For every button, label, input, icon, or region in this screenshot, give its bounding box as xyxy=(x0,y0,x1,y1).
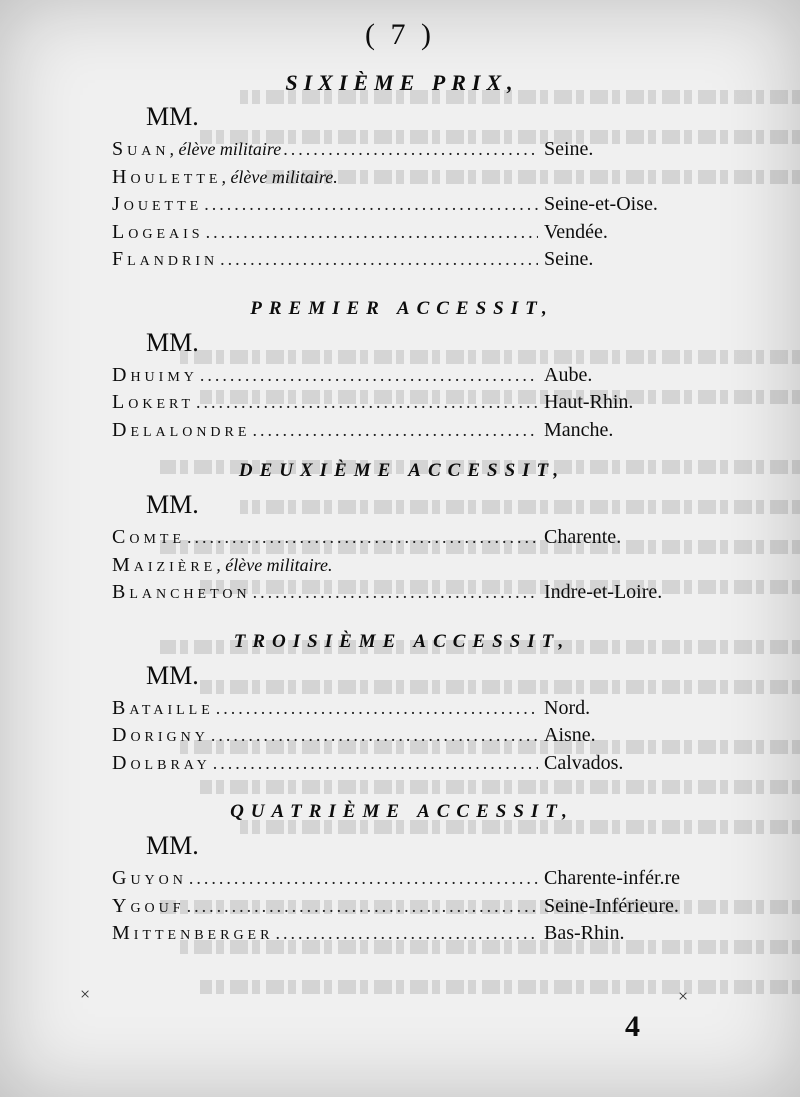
dot-leader xyxy=(252,417,538,445)
list-item xyxy=(112,136,712,164)
student-name: Delalondre xyxy=(112,418,251,441)
student-name: Dorigny xyxy=(112,724,209,746)
section-heading: TROISIÈME ACCESSIT, xyxy=(233,630,571,652)
student-note: , élève militaire. xyxy=(216,554,333,575)
dot-leader xyxy=(200,362,538,390)
student-name: Ygouf xyxy=(112,894,185,917)
margin-cross-mark: × xyxy=(80,984,91,1004)
department: Charente-infér.re xyxy=(544,867,681,889)
student-name: Lokert xyxy=(112,391,195,413)
student-name: Dhuimy xyxy=(112,363,198,386)
prize-list xyxy=(112,68,712,948)
student-name: Logeais xyxy=(112,220,204,243)
student-name: Blancheton xyxy=(112,581,251,603)
list-item xyxy=(112,865,712,893)
mm-label: MM. xyxy=(146,490,199,519)
student-name: Mittenberger xyxy=(112,922,274,944)
dot-leader xyxy=(275,920,538,948)
dot-leader xyxy=(253,579,538,607)
list-item xyxy=(112,893,712,921)
list-item xyxy=(112,920,712,948)
list-item xyxy=(112,722,712,750)
department: Nord. xyxy=(544,696,591,719)
department: Seine-Inférieure. xyxy=(544,894,679,917)
department: Aisne. xyxy=(544,724,596,746)
list-item xyxy=(112,524,712,552)
corner-number: 4 xyxy=(625,1010,640,1043)
student-note: , élève militaire. xyxy=(221,166,338,187)
list-item xyxy=(112,552,712,580)
department: Manche. xyxy=(544,418,614,441)
department: Charente. xyxy=(544,526,622,548)
list-item xyxy=(112,191,712,219)
student-name: Bataille xyxy=(112,696,214,719)
list-item xyxy=(112,695,712,723)
dot-leader xyxy=(187,524,538,552)
department: Bas-Rhin. xyxy=(544,922,625,944)
margin-cross-mark: × xyxy=(678,986,689,1006)
student-name: Dolbray xyxy=(112,751,211,774)
section-heading: SIXIÈME PRIX, xyxy=(285,70,519,95)
department: Seine. xyxy=(544,248,594,270)
dot-leader xyxy=(213,750,538,778)
dot-leader xyxy=(204,191,538,219)
list-item xyxy=(112,164,712,192)
department: Haut-Rhin. xyxy=(544,391,634,413)
student-name: Suan xyxy=(112,138,170,160)
student-name: Jouette xyxy=(112,193,203,215)
dot-leader xyxy=(220,246,538,274)
list-item xyxy=(112,246,712,274)
student-name: Comte xyxy=(112,526,186,548)
list-item xyxy=(112,362,712,390)
dot-leader xyxy=(187,893,538,921)
list-item xyxy=(112,389,712,417)
mm-label: MM. xyxy=(146,327,199,357)
list-item xyxy=(112,417,712,445)
department: Seine-et-Oise. xyxy=(544,193,658,215)
dot-leader xyxy=(196,389,538,417)
department: Aube. xyxy=(544,363,593,386)
dot-leader xyxy=(189,865,538,893)
mm-label: MM. xyxy=(146,831,199,860)
student-name: Houlette xyxy=(112,165,222,188)
department: Calvados. xyxy=(544,751,624,774)
student-note: , élève militaire xyxy=(169,139,282,159)
dot-leader xyxy=(216,695,538,723)
student-name: Guyon xyxy=(112,867,187,889)
section-heading: PREMIER ACCESSIT, xyxy=(250,297,554,319)
department: Seine. xyxy=(544,138,594,160)
list-item xyxy=(112,219,712,247)
dot-leader xyxy=(206,219,538,247)
mm-label: MM. xyxy=(146,102,199,131)
dot-leader xyxy=(211,722,538,750)
section-heading: DEUXIÈME ACCESSIT, xyxy=(238,460,566,481)
student-name: Flandrin xyxy=(112,248,219,270)
department: Indre-et-Loire. xyxy=(544,581,663,603)
student-name: Maizière xyxy=(112,553,217,576)
section-heading: QUATRIÈME ACCESSIT, xyxy=(230,801,574,822)
department: Vendée. xyxy=(544,220,608,243)
mm-label: MM. xyxy=(146,660,199,690)
page-number: ( 7 ) xyxy=(365,18,435,51)
dot-leader xyxy=(283,136,538,164)
list-item xyxy=(112,579,712,607)
list-item xyxy=(112,750,712,778)
